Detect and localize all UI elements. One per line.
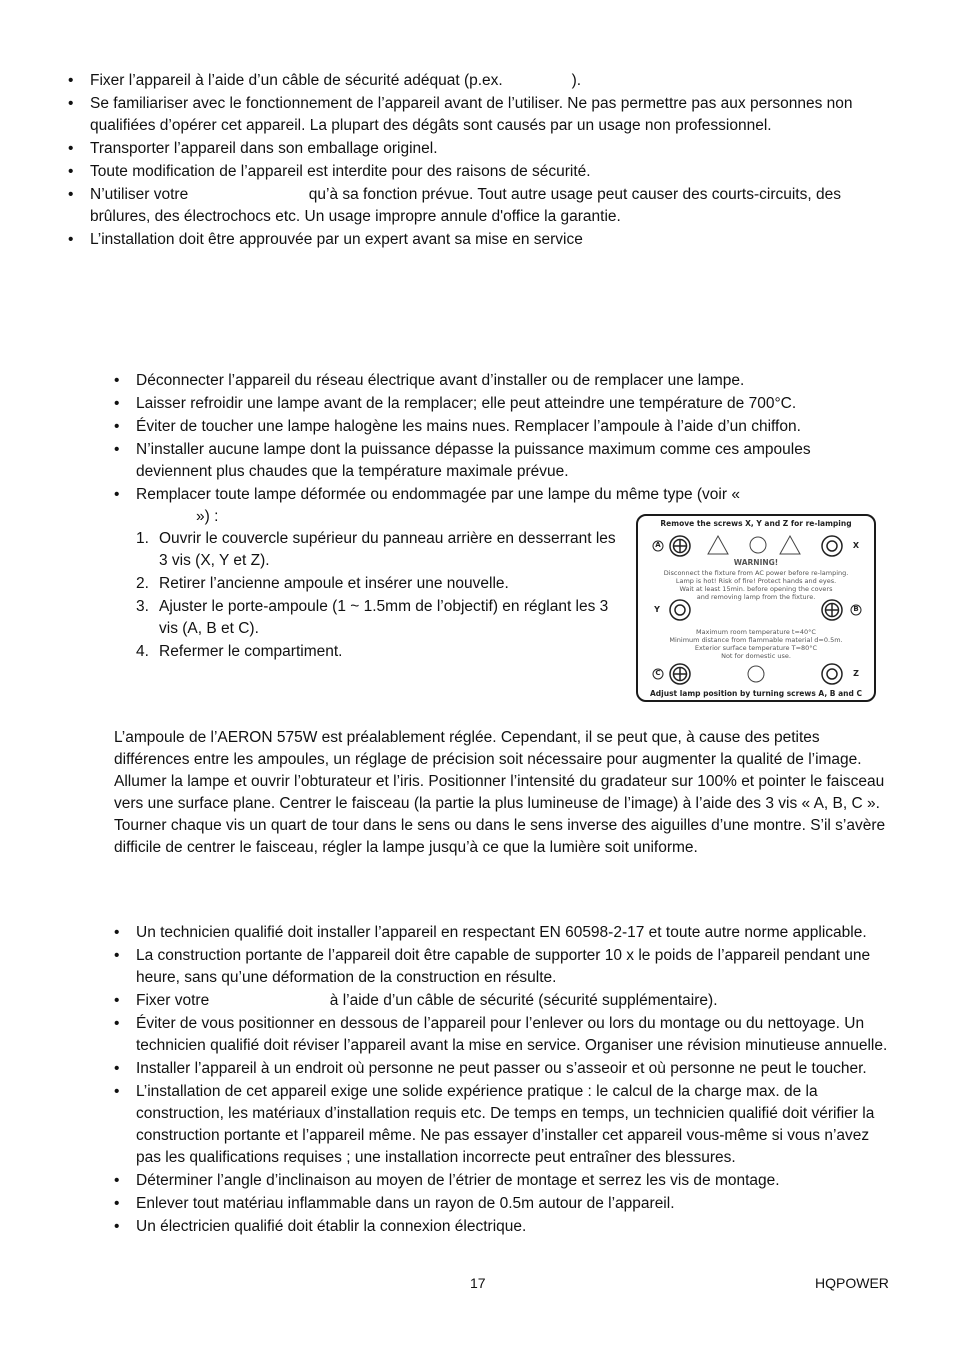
- center-circle-icon: [748, 666, 764, 682]
- list-item: • N’utiliser votre qu’à sa fonction prévue. Tout autre usage peut causer des courts-circuits, des brûlures, des électrochocs etc. Un usage impropre annule d'office la garantie.: [68, 184, 883, 228]
- list-item: • Installer l’appareil à un endroit où personne ne peut passer ou s’asseoir et où personne ne peut le toucher.: [114, 1058, 889, 1080]
- warning-title: WARNING!: [733, 558, 779, 567]
- list-item: • Toute modification de l’appareil est interdite pour des raisons de sécurité.: [68, 161, 883, 183]
- list-item: • Déterminer l’angle d’inclinaison au moyen de l’étrier de montage et serrez les vis de montage.: [114, 1170, 889, 1192]
- adjustment-paragraph: L’ampoule de l’AERON 575W est préalablement réglée. Cependant, il se peut que, à cause des petites différences entre les ampoules, un réglage de précision soit nécessaire pour augmenter la qualité de l’image. Allumer la lampe et ouvrir l’obturateur et l’iris. Positionner l’intensité du gradateur sur 100% et pointer le faisceau vers une surface plane. Centrer le faisceau (la partie la plus lumineuse de l’image) à l’aide des 3 vis « A, B, C ». Tourner chaque vis un quart de tour dans le sens ou dans le sens inverse des aiguilles d’une montre. S’il s’avère difficile de centrer le faisceau, régler la lampe jusqu’à ce que la lumière soit uniforme.: [114, 729, 886, 856]
- electric-warning-icon: [708, 536, 728, 554]
- label-bottom-text: Adjust lamp position by turning screws A, B and C: [649, 689, 863, 698]
- rear-panel-label: [636, 514, 876, 702]
- footer-brand: HQPOWER: [815, 1275, 889, 1291]
- list-item: • Remplacer toute lampe déformée ou endommagée par une lampe du même type (voir «: [114, 484, 884, 506]
- step-item: [136, 596, 626, 640]
- safety-list: [68, 70, 883, 252]
- step-text: Ouvrir le couvercle supérieur du panneau arrière en desserrant les 3 vis (X, Y et Z).: [159, 530, 616, 569]
- list-item: • Fixer l’appareil à l’aide d’un câble de sécurité adéquat (p.ex. ).: [68, 70, 883, 92]
- list-item: • Déconnecter l’appareil du réseau électrique avant d’installer ou de remplacer une lampe.: [114, 370, 884, 392]
- list-item: • N’installer aucune lampe dont la puissance dépasse la puissance maximum comme ces ampoules deviennent plus chaudes que la température maximale prévue.: [114, 439, 884, 483]
- screw-z-icon: [822, 664, 842, 684]
- warning-line: Lamp is hot! Risk of fire! Protect hands and eyes.: [675, 577, 837, 585]
- list-item: • Un technicien qualifié doit installer l’appareil en respectant EN 60598-2-17 et toute autre norme applicable.: [114, 922, 889, 944]
- step-item: [136, 528, 626, 572]
- letter-z: Z: [853, 669, 859, 678]
- step-text: Refermer le compartiment.: [159, 643, 343, 660]
- step-text: Retirer l’ancienne ampoule et insérer une nouvelle.: [159, 575, 509, 592]
- letter-c: C: [655, 669, 661, 677]
- installation-list: [114, 922, 889, 1239]
- screw-y-icon: [670, 600, 690, 620]
- letter-x: X: [852, 541, 860, 550]
- label-graphics: [638, 516, 874, 700]
- step-number: 4.: [136, 643, 149, 660]
- warning-line: Wait at least 15min. before opening the covers: [679, 585, 833, 593]
- screw-x-icon: [822, 536, 842, 556]
- list-item: • Laisser refroidir une lampe avant de la remplacer; elle peut atteindre une température de 700°C.: [114, 393, 884, 415]
- lamp-replacement-list: [114, 370, 884, 507]
- step-item: [136, 573, 626, 595]
- warning-line: and removing lamp from the fixture.: [696, 593, 816, 601]
- warning-line: Disconnect the fixture from AC power before re-lamping.: [663, 569, 849, 577]
- hot-surface-icon: [780, 536, 800, 554]
- temp-line: Maximum room temperature t=40°C: [696, 628, 816, 636]
- list-item: • Éviter de vous positionner en dessous de l’appareil pour l’enlever ou lors du montage ou du nettoyage. Un technicien qualifié doit réviser l’appareil avant la mise en service. Organiser une révision minutieuse annuelle.: [114, 1013, 889, 1057]
- label-top-text: Remove the screws X, Y and Z for re-lamping: [660, 519, 852, 528]
- list-item: • Éviter de toucher une lampe halogène les mains nues. Remplacer l’ampoule à l’aide d’un chiffon.: [114, 416, 884, 438]
- list-item-continuation: ») :: [196, 508, 219, 525]
- temp-line: Exterior surface temperature T=80°C: [694, 644, 818, 652]
- temp-line: Minimum distance from flammable material d=0.5m.: [669, 636, 843, 644]
- letter-a: A: [655, 541, 661, 549]
- list-item: • Enlever tout matériau inflammable dans un rayon de 0.5m autour de l’appareil.: [114, 1193, 889, 1215]
- step-text: Ajuster le porte-ampoule (1 ~ 1.5mm de l’objectif) en réglant les 3 vis (A, B et C).: [159, 598, 609, 637]
- list-item: • La construction portante de l’appareil doit être capable de supporter 10 x le poids de l’appareil pendant une heure, sans qu’une déformation de la construction en résulte.: [114, 945, 889, 989]
- list-item: • Se familiariser avec le fonctionnement de l’appareil avant de l’utiliser. Ne pas permettre pas aux personnes non qualifiées d’opérer cet appareil. La plupart des dégâts sont causés par un usage non professionnel.: [68, 93, 883, 137]
- letter-y: Y: [654, 605, 660, 614]
- list-item: • L’installation doit être approuvée par un expert avant sa mise en service: [68, 229, 883, 251]
- list-item: • Transporter l’appareil dans son emballage originel.: [68, 138, 883, 160]
- replacement-steps: [136, 528, 626, 664]
- step-number: 2.: [136, 575, 149, 592]
- list-item: • L’installation de cet appareil exige une solide expérience pratique : le calcul de la charge max. de la construction, les matériaux d’installation requis etc. De temps en temps, un technicien qualifié doit vérifier la construction portante et l’appareil même. Ne pas essayer d’installer cet appareil vous-même si vous n’avez pas les qualifications requises ; une installation incorrecte peut entraîner des blessures.: [114, 1081, 889, 1169]
- page-number: 17: [470, 1275, 486, 1291]
- list-item: • Fixer votre à l’aide d’un câble de sécurité (sécurité supplémentaire).: [114, 990, 889, 1012]
- info-circle-icon: [750, 537, 766, 553]
- step-number: 1.: [136, 530, 149, 547]
- letter-b: B: [853, 605, 859, 613]
- temp-line: Not for domestic use.: [721, 652, 791, 660]
- step-item: [136, 641, 626, 663]
- step-number: 3.: [136, 598, 149, 615]
- list-item: • Un électricien qualifié doit établir la connexion électrique.: [114, 1216, 889, 1238]
